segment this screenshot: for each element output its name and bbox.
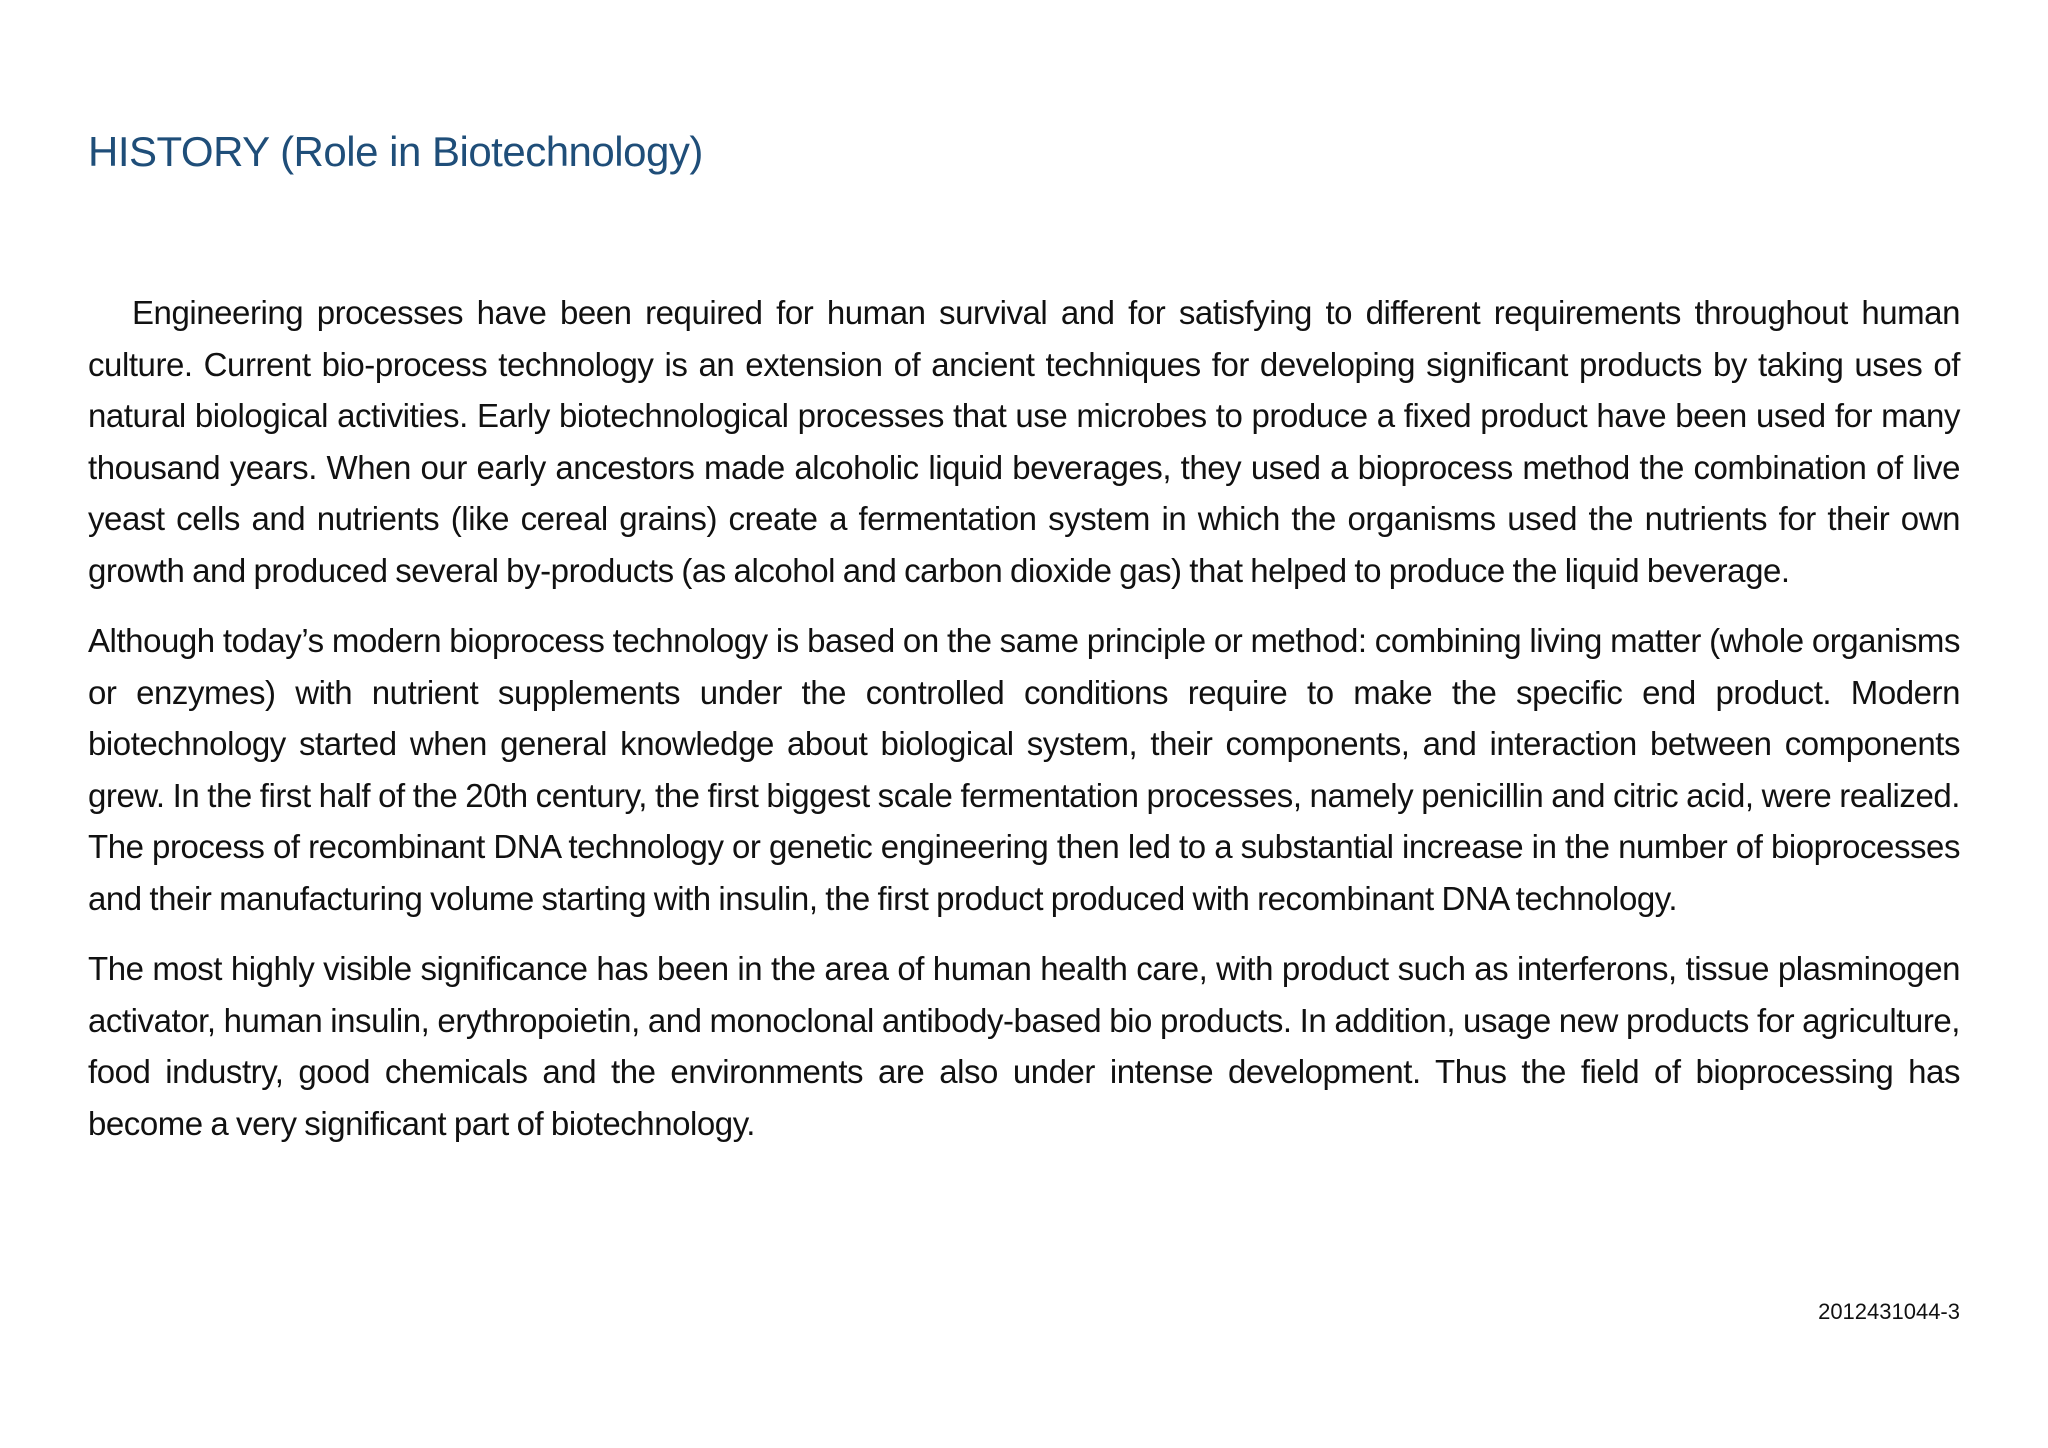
body-text bbox=[88, 287, 1960, 1168]
document-page bbox=[88, 0, 1960, 1448]
page-number: 2012431044-3 bbox=[1818, 1299, 1960, 1324]
paragraph-3: The most highly visible significance has been in the area of human health care, with product such as interferons, tissue plasminogen activator, human insulin, erythropoietin, and monoclonal antibody-based bio products. In addition, usage new products for agriculture, food industry, good chemicals and the environments are also under intense development. Thus the field of bioprocessing has become a very significant part of biotechnology. bbox=[88, 950, 1960, 1142]
section-heading: HISTORY (Role in Biotechnology) bbox=[88, 128, 703, 175]
paragraph-2: Although today’s modern bioprocess technology is based on the same principle or method: combining living matter (whole organisms or enzymes) with nutrient supplements under the controlled conditions require to make the specific end product. Modern biotechnology started when general knowledge about biological system, their components, and interaction between components grew. In the first half of the 20th century, the first biggest scale fermentation processes, namely penicillin and citric acid, were realized. The process of recombinant DNA technology or genetic engineering then led to a substantial increase in the number of bioprocesses and their manufacturing volume starting with insulin, the first product produced with recombinant DNA technology. bbox=[88, 622, 1960, 917]
paragraph-1: Engineering processes have been required for human survival and for satisfying to different requirements throughout human culture. Current bio-process technology is an extension of ancient techniques for developing significant products by taking uses of natural biological activities. Early biotechnological processes that use microbes to produce a fixed product have been used for many thousand years. When our early ancestors made alcoholic liquid beverages, they used a bioprocess method the combination of live yeast cells and nutrients (like cereal grains) create a fermentation system in which the organisms used the nutrients for their own growth and produced several by-products (as alcohol and carbon dioxide gas) that helped to produce the liquid beverage. bbox=[88, 294, 1960, 589]
